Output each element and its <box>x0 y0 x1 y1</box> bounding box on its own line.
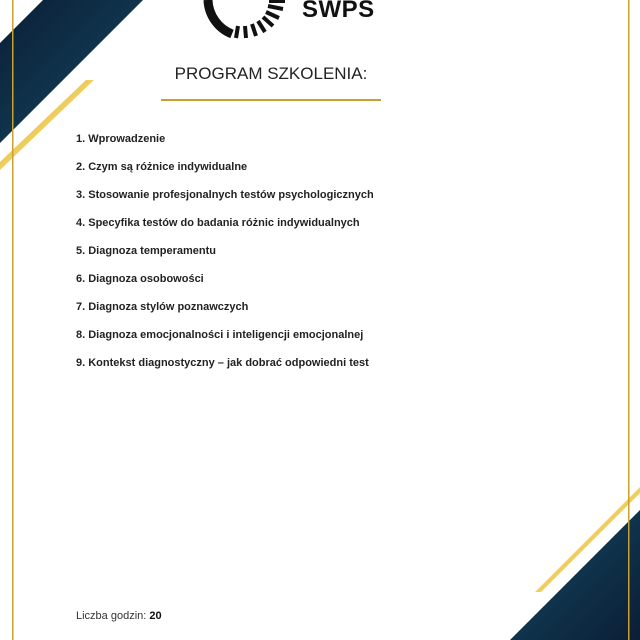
logo-text: SWPS <box>302 0 375 23</box>
hours-info <box>76 610 162 622</box>
list-item: 7. Diagnoza stylów poznawczych <box>76 301 249 313</box>
gold-line-right <box>628 0 630 640</box>
page-title: PROGRAM SZKOLENIA: <box>174 64 368 83</box>
hours-value: 20 <box>149 610 162 622</box>
list-item: 1. Wprowadzenie <box>76 133 166 145</box>
gold-line-left <box>12 0 14 640</box>
list-item: 9. Kontekst diagnostyczny – jak dobrać odpowiedni test <box>76 357 369 369</box>
list-item: 8. Diagnoza emocjonalności i inteligencji emocjonalnej <box>76 329 364 341</box>
list-item: 3. Stosowanie profesjonalnych testów psychologicznych <box>76 189 374 201</box>
navy-band-top-left <box>0 0 143 143</box>
list-item: 6. Diagnoza osobowości <box>76 273 204 285</box>
navy-band-bottom-right <box>510 510 640 640</box>
hours-label: Liczba godzin: <box>76 610 147 622</box>
program-list <box>76 132 374 384</box>
list-item: 2. Czym są różnice indywidualne <box>76 161 248 173</box>
list-item: 5. Diagnoza temperamentu <box>76 245 216 257</box>
title-underline <box>161 99 381 101</box>
logo-mark <box>208 0 285 38</box>
list-item: 4. Specyfika testów do badania różnic indywidualnych <box>76 217 360 229</box>
